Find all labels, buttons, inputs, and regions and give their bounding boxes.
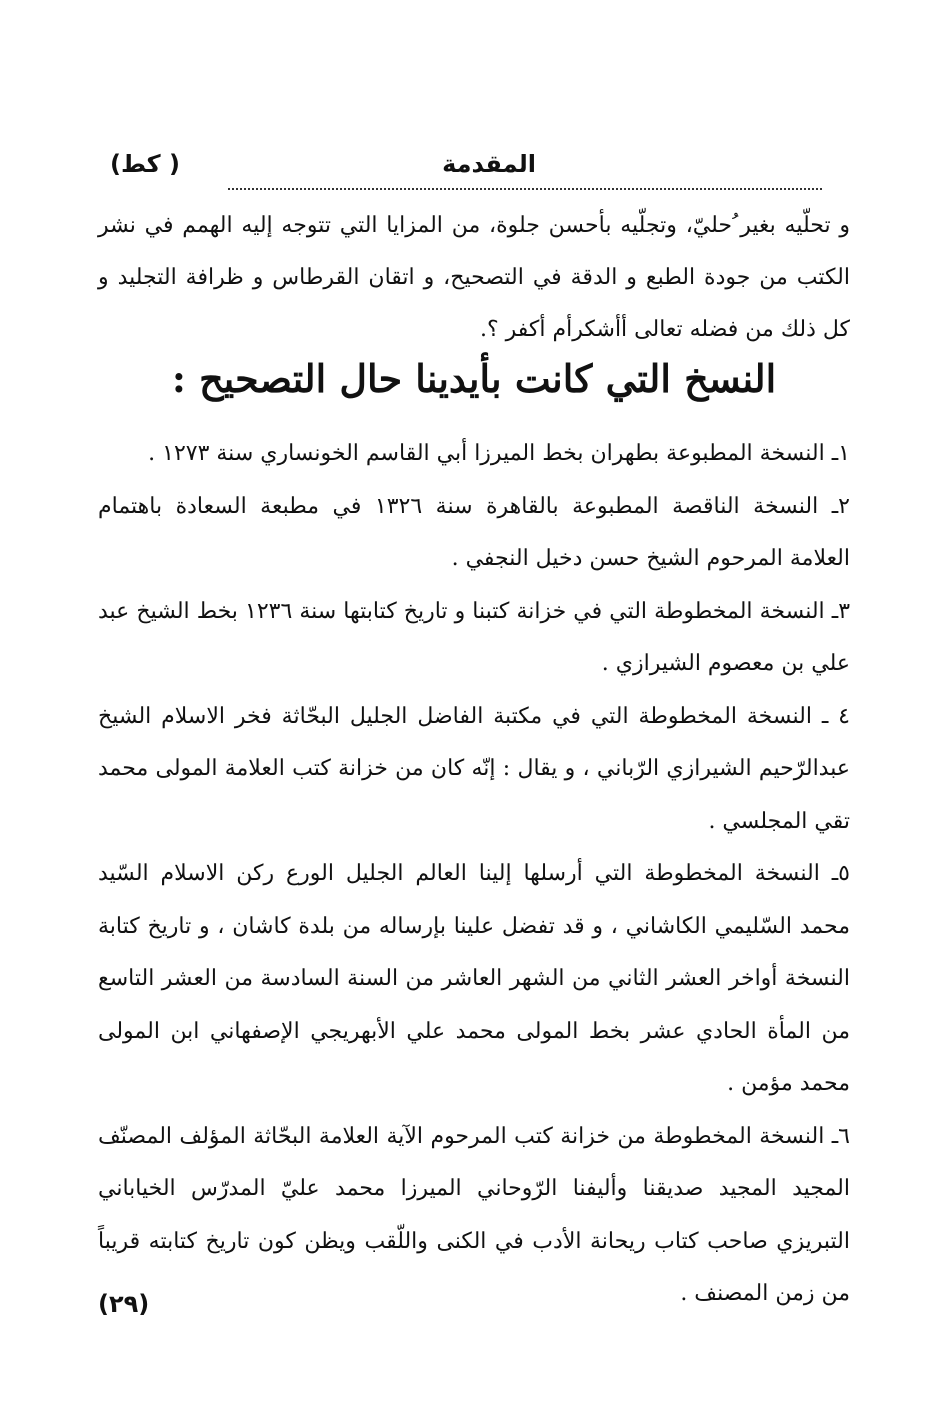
section-title: المقدمة xyxy=(442,150,536,178)
intro-text: و تحلّيه بغير ُحليّ، وتجلّيه بأحسن جلوة، من المزايا التي تتوجه إليه الهمم في نشر الكتب من جودة الطبع و الدقة في التصحيح، و اتقان القرطاس و ظرافة التجليد و كل ذلك من فضله تعالى أأشكرأم أكفر ؟. xyxy=(98,213,850,342)
list-item: ٥ـ النسخة المخطوطة التي أرسلها إلينا العالم الجليل الورع ركن الاسلام السّيد محمد السّليمي الكاشاني ، و قد تفضل علينا بإرساله من بلدة كاشان ، و تاريخ كتابة النسخة أواخر العشر الثاني من الشهر العاشر من السنة السادسة من العشر التاسع من المأة الحادي عشر بخط المولى محمد علي الأبهريجي الإصفهاني ابن المولى محمد مؤمن . xyxy=(98,861,850,1096)
manuscript-list xyxy=(98,428,850,1321)
intro-paragraph xyxy=(98,200,850,356)
running-head xyxy=(98,150,848,190)
list-item: ٤ ـ النسخة المخطوطة التي في مكتبة الفاضل الجليل البحّاثة فخر الاسلام الشيخ عبدالرّحيم الشيرازي الرّباني ، و يقال : إنّه كان من خزانة كتب العلامة المولى محمد تقي المجلسي . xyxy=(98,703,850,834)
page-marker: ( كط) xyxy=(110,150,180,178)
header-divider xyxy=(228,188,822,190)
list-item: ٢ـ النسخة الناقصة المطبوعة بالقاهرة سنة ١٣٢٦ في مطبعة السعادة باهتمام العلامة المرحوم الشيخ حسن دخيل النجفي . xyxy=(98,493,850,571)
list-item: ١ـ النسخة المطبوعة بطهران بخط الميرزا أبي القاسم الخونساري سنة ١٢٧٣ . xyxy=(148,441,850,466)
page-number: (٢٩) xyxy=(98,1290,150,1318)
list-item: ٣ـ النسخة المخطوطة التي في خزانة كتبنا و تاريخ كتابتها سنة ١٢٣٦ بخط الشيخ عبد علي بن معصوم الشيرازي . xyxy=(98,598,851,676)
list-item: ٦ـ النسخة المخطوطة من خزانة كتب المرحوم الآية العلامة البحّاثة المؤلف المصنّف المجيد المجيد صديقنا وأليفنا الرّوحاني الميرزا محمد عليّ المدرّس الخياباني التبريزي صاحب كتاب ريحانة الأدب في الكنى واللّقب ويظن كون تاريخ كتابته قريباً من زمن المصنف . xyxy=(98,1123,850,1306)
section-heading: النسخ التي كانت بأيدينا حال التصحيح : xyxy=(171,356,777,401)
